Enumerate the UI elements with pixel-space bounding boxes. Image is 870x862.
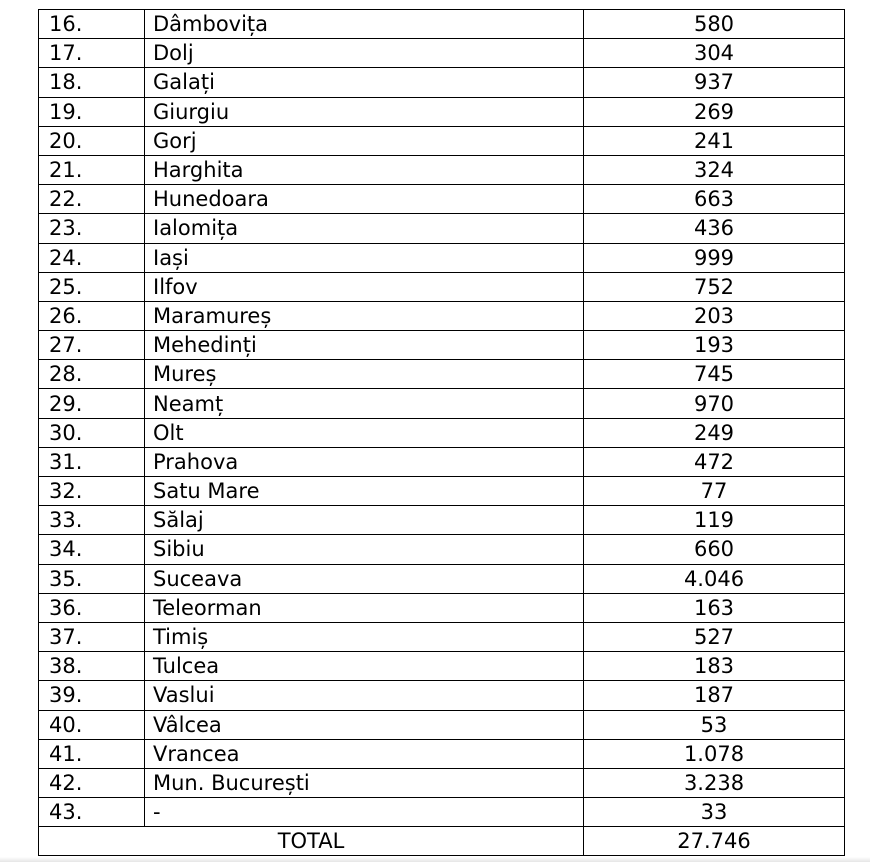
count-value: 937 bbox=[584, 68, 845, 97]
table-row bbox=[39, 10, 845, 39]
row-number: 28. bbox=[39, 360, 145, 389]
county-name: Olt bbox=[145, 418, 584, 447]
table-row bbox=[39, 39, 845, 68]
table-row bbox=[39, 477, 845, 506]
county-name: Mun. București bbox=[145, 768, 584, 797]
row-number: 21. bbox=[39, 155, 145, 184]
count-value: 163 bbox=[584, 593, 845, 622]
table-row bbox=[39, 214, 845, 243]
count-value: 241 bbox=[584, 126, 845, 155]
table-row bbox=[39, 331, 845, 360]
count-value: 752 bbox=[584, 272, 845, 301]
county-name: Iași bbox=[145, 243, 584, 272]
row-number: 27. bbox=[39, 331, 145, 360]
table-row bbox=[39, 272, 845, 301]
county-name: Dâmbovița bbox=[145, 10, 584, 39]
table-row bbox=[39, 652, 845, 681]
row-number: 20. bbox=[39, 126, 145, 155]
count-value: 4.046 bbox=[584, 564, 845, 593]
table-row bbox=[39, 360, 845, 389]
county-name: Galați bbox=[145, 68, 584, 97]
row-number: 35. bbox=[39, 564, 145, 593]
table-row bbox=[39, 622, 845, 651]
county-name: Ialomița bbox=[145, 214, 584, 243]
county-name: Tulcea bbox=[145, 652, 584, 681]
county-name: Sălaj bbox=[145, 506, 584, 535]
county-name: Hunedoara bbox=[145, 185, 584, 214]
row-number: 22. bbox=[39, 185, 145, 214]
table-row bbox=[39, 389, 845, 418]
count-value: 527 bbox=[584, 622, 845, 651]
table-row bbox=[39, 301, 845, 330]
county-name: Harghita bbox=[145, 155, 584, 184]
county-name: Ilfov bbox=[145, 272, 584, 301]
row-number: 33. bbox=[39, 506, 145, 535]
table-body bbox=[39, 10, 845, 856]
total-label: TOTAL bbox=[39, 827, 584, 856]
county-name: Suceava bbox=[145, 564, 584, 593]
count-value: 3.238 bbox=[584, 768, 845, 797]
table-row bbox=[39, 418, 845, 447]
county-name: Sibiu bbox=[145, 535, 584, 564]
count-value: 33 bbox=[584, 798, 845, 827]
county-name: Mureș bbox=[145, 360, 584, 389]
row-number: 41. bbox=[39, 739, 145, 768]
count-value: 249 bbox=[584, 418, 845, 447]
row-number: 23. bbox=[39, 214, 145, 243]
table-row bbox=[39, 506, 845, 535]
county-name: Giurgiu bbox=[145, 97, 584, 126]
county-name: - bbox=[145, 798, 584, 827]
total-value: 27.746 bbox=[584, 827, 845, 856]
row-number: 37. bbox=[39, 622, 145, 651]
count-value: 193 bbox=[584, 331, 845, 360]
row-number: 39. bbox=[39, 681, 145, 710]
row-number: 24. bbox=[39, 243, 145, 272]
count-value: 1.078 bbox=[584, 739, 845, 768]
table-row bbox=[39, 68, 845, 97]
count-value: 472 bbox=[584, 447, 845, 476]
table-row bbox=[39, 710, 845, 739]
row-number: 26. bbox=[39, 301, 145, 330]
row-number: 43. bbox=[39, 798, 145, 827]
count-value: 436 bbox=[584, 214, 845, 243]
county-name: Prahova bbox=[145, 447, 584, 476]
row-number: 42. bbox=[39, 768, 145, 797]
table-row bbox=[39, 447, 845, 476]
row-number: 30. bbox=[39, 418, 145, 447]
count-value: 324 bbox=[584, 155, 845, 184]
county-name: Neamț bbox=[145, 389, 584, 418]
row-number: 18. bbox=[39, 68, 145, 97]
count-value: 203 bbox=[584, 301, 845, 330]
table-row bbox=[39, 768, 845, 797]
row-number: 38. bbox=[39, 652, 145, 681]
total-row bbox=[39, 827, 845, 856]
row-number: 17. bbox=[39, 39, 145, 68]
table-row bbox=[39, 798, 845, 827]
county-name: Maramureș bbox=[145, 301, 584, 330]
count-value: 745 bbox=[584, 360, 845, 389]
row-number: 16. bbox=[39, 10, 145, 39]
count-value: 77 bbox=[584, 477, 845, 506]
count-value: 187 bbox=[584, 681, 845, 710]
county-table bbox=[38, 9, 845, 856]
page-bottom-edge bbox=[0, 857, 870, 862]
table-row bbox=[39, 593, 845, 622]
table-row bbox=[39, 97, 845, 126]
row-number: 19. bbox=[39, 97, 145, 126]
row-number: 25. bbox=[39, 272, 145, 301]
count-value: 999 bbox=[584, 243, 845, 272]
county-name: Vaslui bbox=[145, 681, 584, 710]
table-row bbox=[39, 564, 845, 593]
county-name: Vâlcea bbox=[145, 710, 584, 739]
county-name: Vrancea bbox=[145, 739, 584, 768]
county-name: Dolj bbox=[145, 39, 584, 68]
table-row bbox=[39, 535, 845, 564]
row-number: 32. bbox=[39, 477, 145, 506]
count-value: 660 bbox=[584, 535, 845, 564]
county-name: Teleorman bbox=[145, 593, 584, 622]
county-name: Satu Mare bbox=[145, 477, 584, 506]
table-row bbox=[39, 185, 845, 214]
count-value: 53 bbox=[584, 710, 845, 739]
county-name: Timiș bbox=[145, 622, 584, 651]
row-number: 36. bbox=[39, 593, 145, 622]
table-row bbox=[39, 681, 845, 710]
table-row bbox=[39, 739, 845, 768]
table-row bbox=[39, 155, 845, 184]
row-number: 40. bbox=[39, 710, 145, 739]
count-value: 580 bbox=[584, 10, 845, 39]
row-number: 34. bbox=[39, 535, 145, 564]
count-value: 269 bbox=[584, 97, 845, 126]
table-row bbox=[39, 243, 845, 272]
count-value: 119 bbox=[584, 506, 845, 535]
county-name: Mehedinți bbox=[145, 331, 584, 360]
count-value: 663 bbox=[584, 185, 845, 214]
row-number: 29. bbox=[39, 389, 145, 418]
row-number: 31. bbox=[39, 447, 145, 476]
county-name: Gorj bbox=[145, 126, 584, 155]
count-value: 183 bbox=[584, 652, 845, 681]
count-value: 970 bbox=[584, 389, 845, 418]
count-value: 304 bbox=[584, 39, 845, 68]
table-row bbox=[39, 126, 845, 155]
